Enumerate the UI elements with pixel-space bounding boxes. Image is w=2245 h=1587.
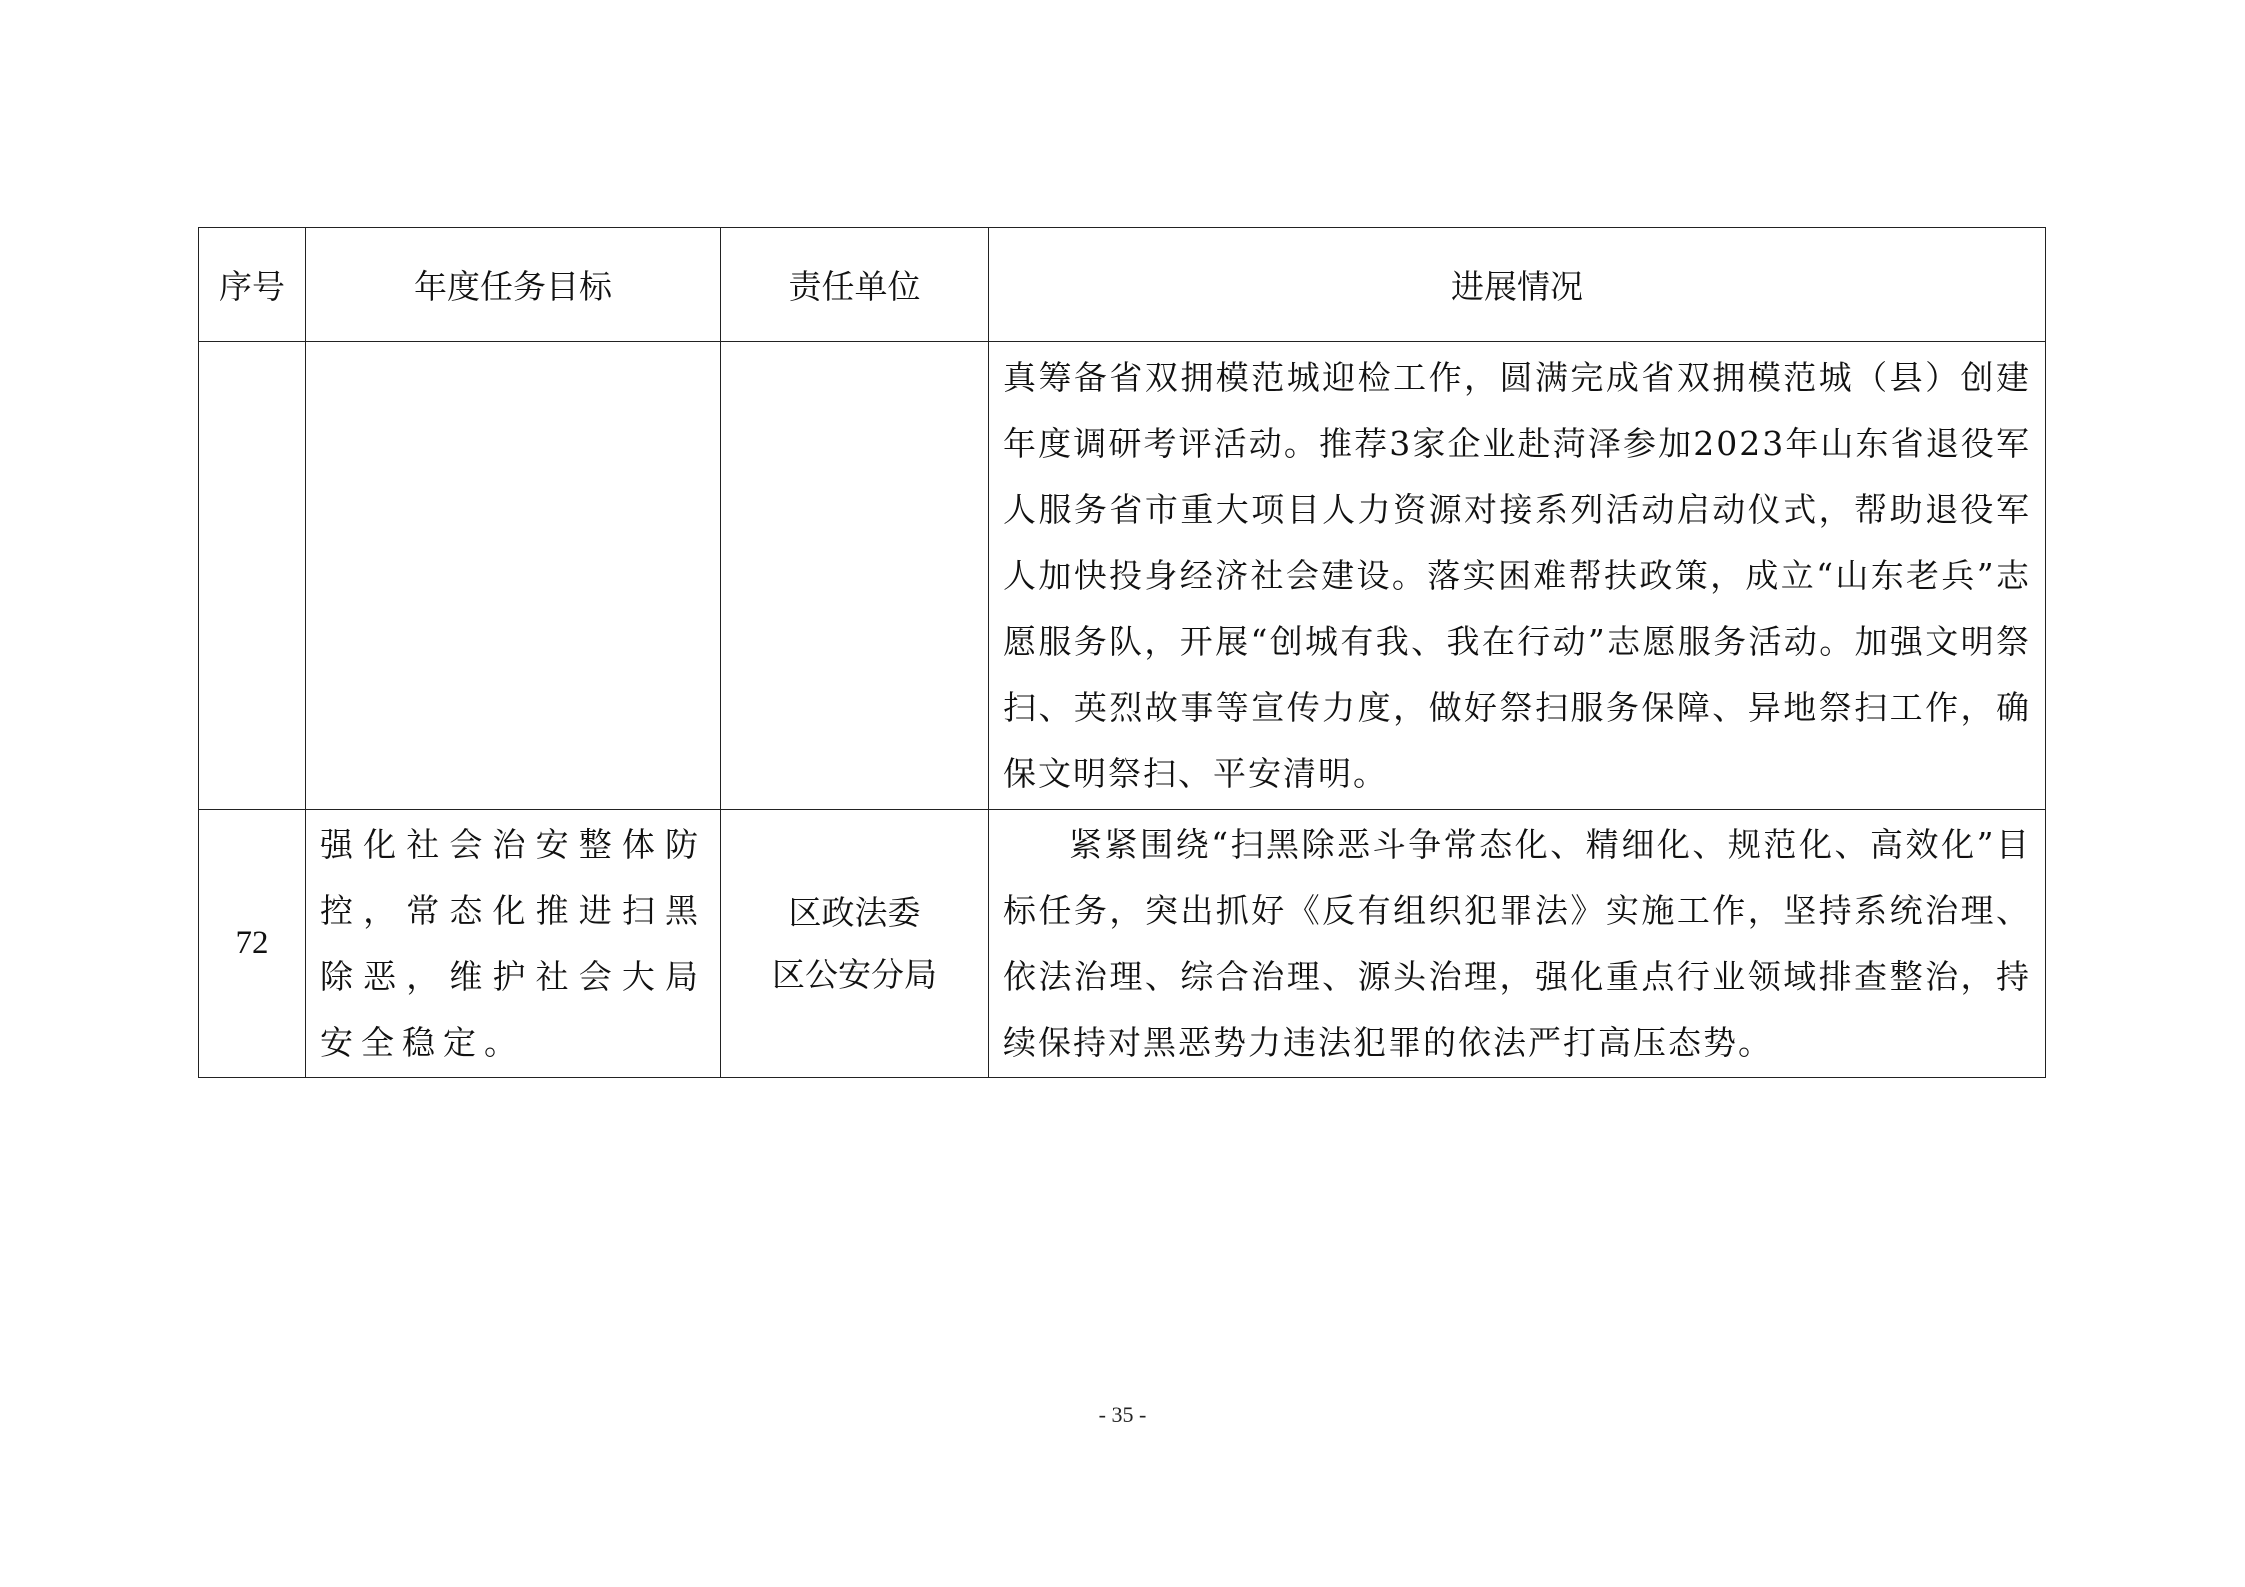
row-unit-cell xyxy=(721,810,989,1078)
progress-text: 真筹备省双拥模范城迎检工作，圆满完成省双拥模范城（县）创建年度调研考评活动。推荐3家企业赴菏泽参加2023年山东省退役军人服务省市重大项目人力资源对接系列活动启动仪式，帮助退役军人加快投身经济社会建设。落实困难帮扶政策，成立“山东老兵”志愿服务队，开展“创城有我、我在行动”志愿服务活动。加强文明祭扫、英烈故事等宣传力度，做好祭扫服务保障、异地祭扫工作，确保文明祭扫、平安清明。 xyxy=(1003,357,2031,793)
table-row xyxy=(199,342,2046,810)
table-header-row xyxy=(199,228,2046,342)
header-annual-goal: 年度任务目标 xyxy=(306,228,721,342)
row-number-cell xyxy=(199,342,306,810)
header-progress: 进展情况 xyxy=(989,228,2046,342)
header-number: 序号 xyxy=(199,228,306,342)
row-goal-cell xyxy=(306,810,721,1078)
progress-text: 紧紧围绕“扫黑除恶斗争常态化、精细化、规范化、高效化”目标任务，突出抓好《反有组织犯罪法》实施工作，坚持系统治理、依法治理、综合治理、源头治理，强化重点行业领域排查整治，持续保持对黑恶势力违法犯罪的依法严打高压态势。 xyxy=(1003,824,2031,1062)
page-number: - 35 - xyxy=(1098,1402,1147,1427)
unit-line: 区公安分局 xyxy=(772,954,937,994)
row-unit-cell xyxy=(721,342,989,810)
table-row xyxy=(199,810,2046,1078)
row-goal-cell xyxy=(306,342,721,810)
row-progress-cell xyxy=(989,342,2046,810)
unit-line: 区政法委 xyxy=(788,892,921,932)
row-progress-cell xyxy=(989,810,2046,1078)
row-number-cell: 72 xyxy=(199,810,306,1078)
header-responsible-unit: 责任单位 xyxy=(721,228,989,342)
goal-text: 强化社会治安整体防控，常态化推进扫黑除恶，维护社会大局安全稳定。 xyxy=(320,824,706,1062)
task-progress-table xyxy=(198,227,2046,1078)
